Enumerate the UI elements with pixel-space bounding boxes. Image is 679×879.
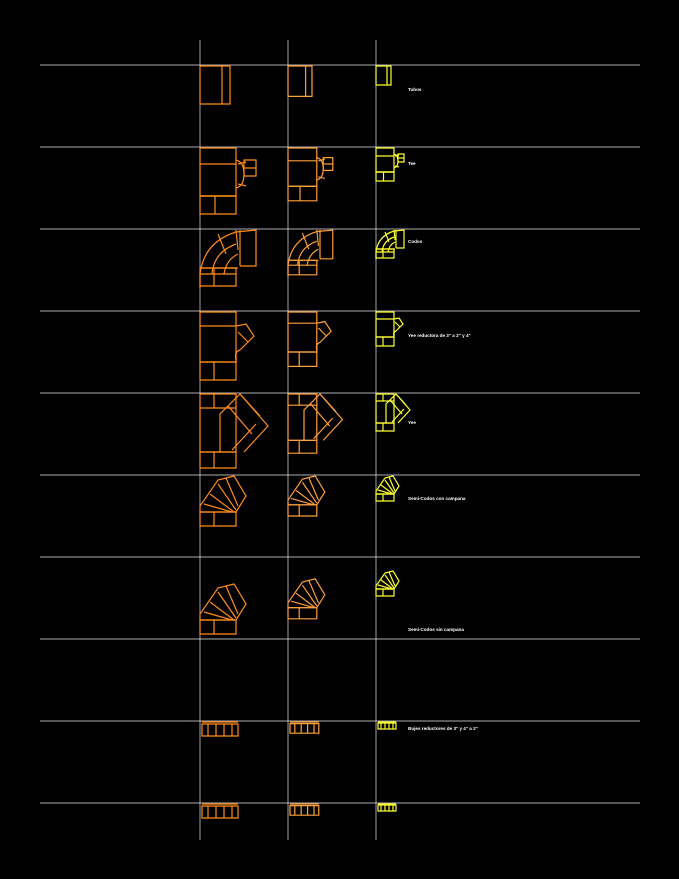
label-semi-codos-sin-campana: Semi-Codos sin campana: [408, 627, 464, 632]
tubos-fitting-medium: [288, 66, 312, 96]
codos-fitting-small: [376, 230, 404, 259]
tee-fitting-large: [200, 148, 256, 214]
bujes-reductores-fitting-large: [202, 722, 238, 736]
fittings-drawings: [200, 66, 410, 818]
label-yee: Yee: [408, 420, 416, 425]
tee-fitting-small: [376, 148, 404, 181]
label-codos: Codos: [408, 239, 423, 244]
tubos-fitting-small: [376, 66, 391, 85]
bujes-reductores-fitting-small: [378, 722, 396, 729]
grid-lines: [40, 40, 640, 840]
codos-fitting-large: [200, 230, 256, 288]
bujes-reductores-fitting-medium: [290, 722, 319, 733]
yee-reductora-fitting-large: [200, 312, 254, 380]
buje-inferior-fitting-medium: [290, 804, 319, 815]
label-tubos: Tubos: [408, 87, 422, 92]
semi-codos-con-campana-fitting-large: [200, 476, 246, 526]
label-yee-reductora: Yee reductora de 3" a 2" y 4": [408, 333, 471, 338]
semi-codos-con-campana-fitting-small: [376, 476, 399, 501]
semi-codos-sin-campana-fitting-medium: [288, 579, 325, 619]
semi-codos-con-campana-fitting-medium: [288, 476, 325, 516]
yee-reductora-fitting-small: [376, 312, 403, 346]
label-bujes-reductores: Bujes reductores de 3" y 4" a 2": [408, 726, 478, 731]
buje-inferior-fitting-large: [202, 804, 238, 818]
yee-reductora-fitting-medium: [288, 312, 331, 366]
semi-codos-sin-campana-fitting-small: [376, 571, 399, 596]
yee-fitting-small: [376, 394, 410, 431]
semi-codos-sin-campana-fitting-large: [200, 584, 246, 634]
yee-fitting-large: [200, 394, 268, 468]
buje-inferior-fitting-small: [378, 804, 396, 811]
codos-fitting-medium: [288, 230, 333, 276]
label-tee: Tee: [408, 161, 416, 166]
label-semi-codos-con-campana: Semi-Codos con campana: [408, 496, 466, 501]
tubos-fitting-large: [200, 66, 230, 104]
tee-fitting-medium: [288, 148, 333, 201]
yee-fitting-medium: [288, 394, 342, 453]
fitting-labels: [408, 87, 478, 731]
